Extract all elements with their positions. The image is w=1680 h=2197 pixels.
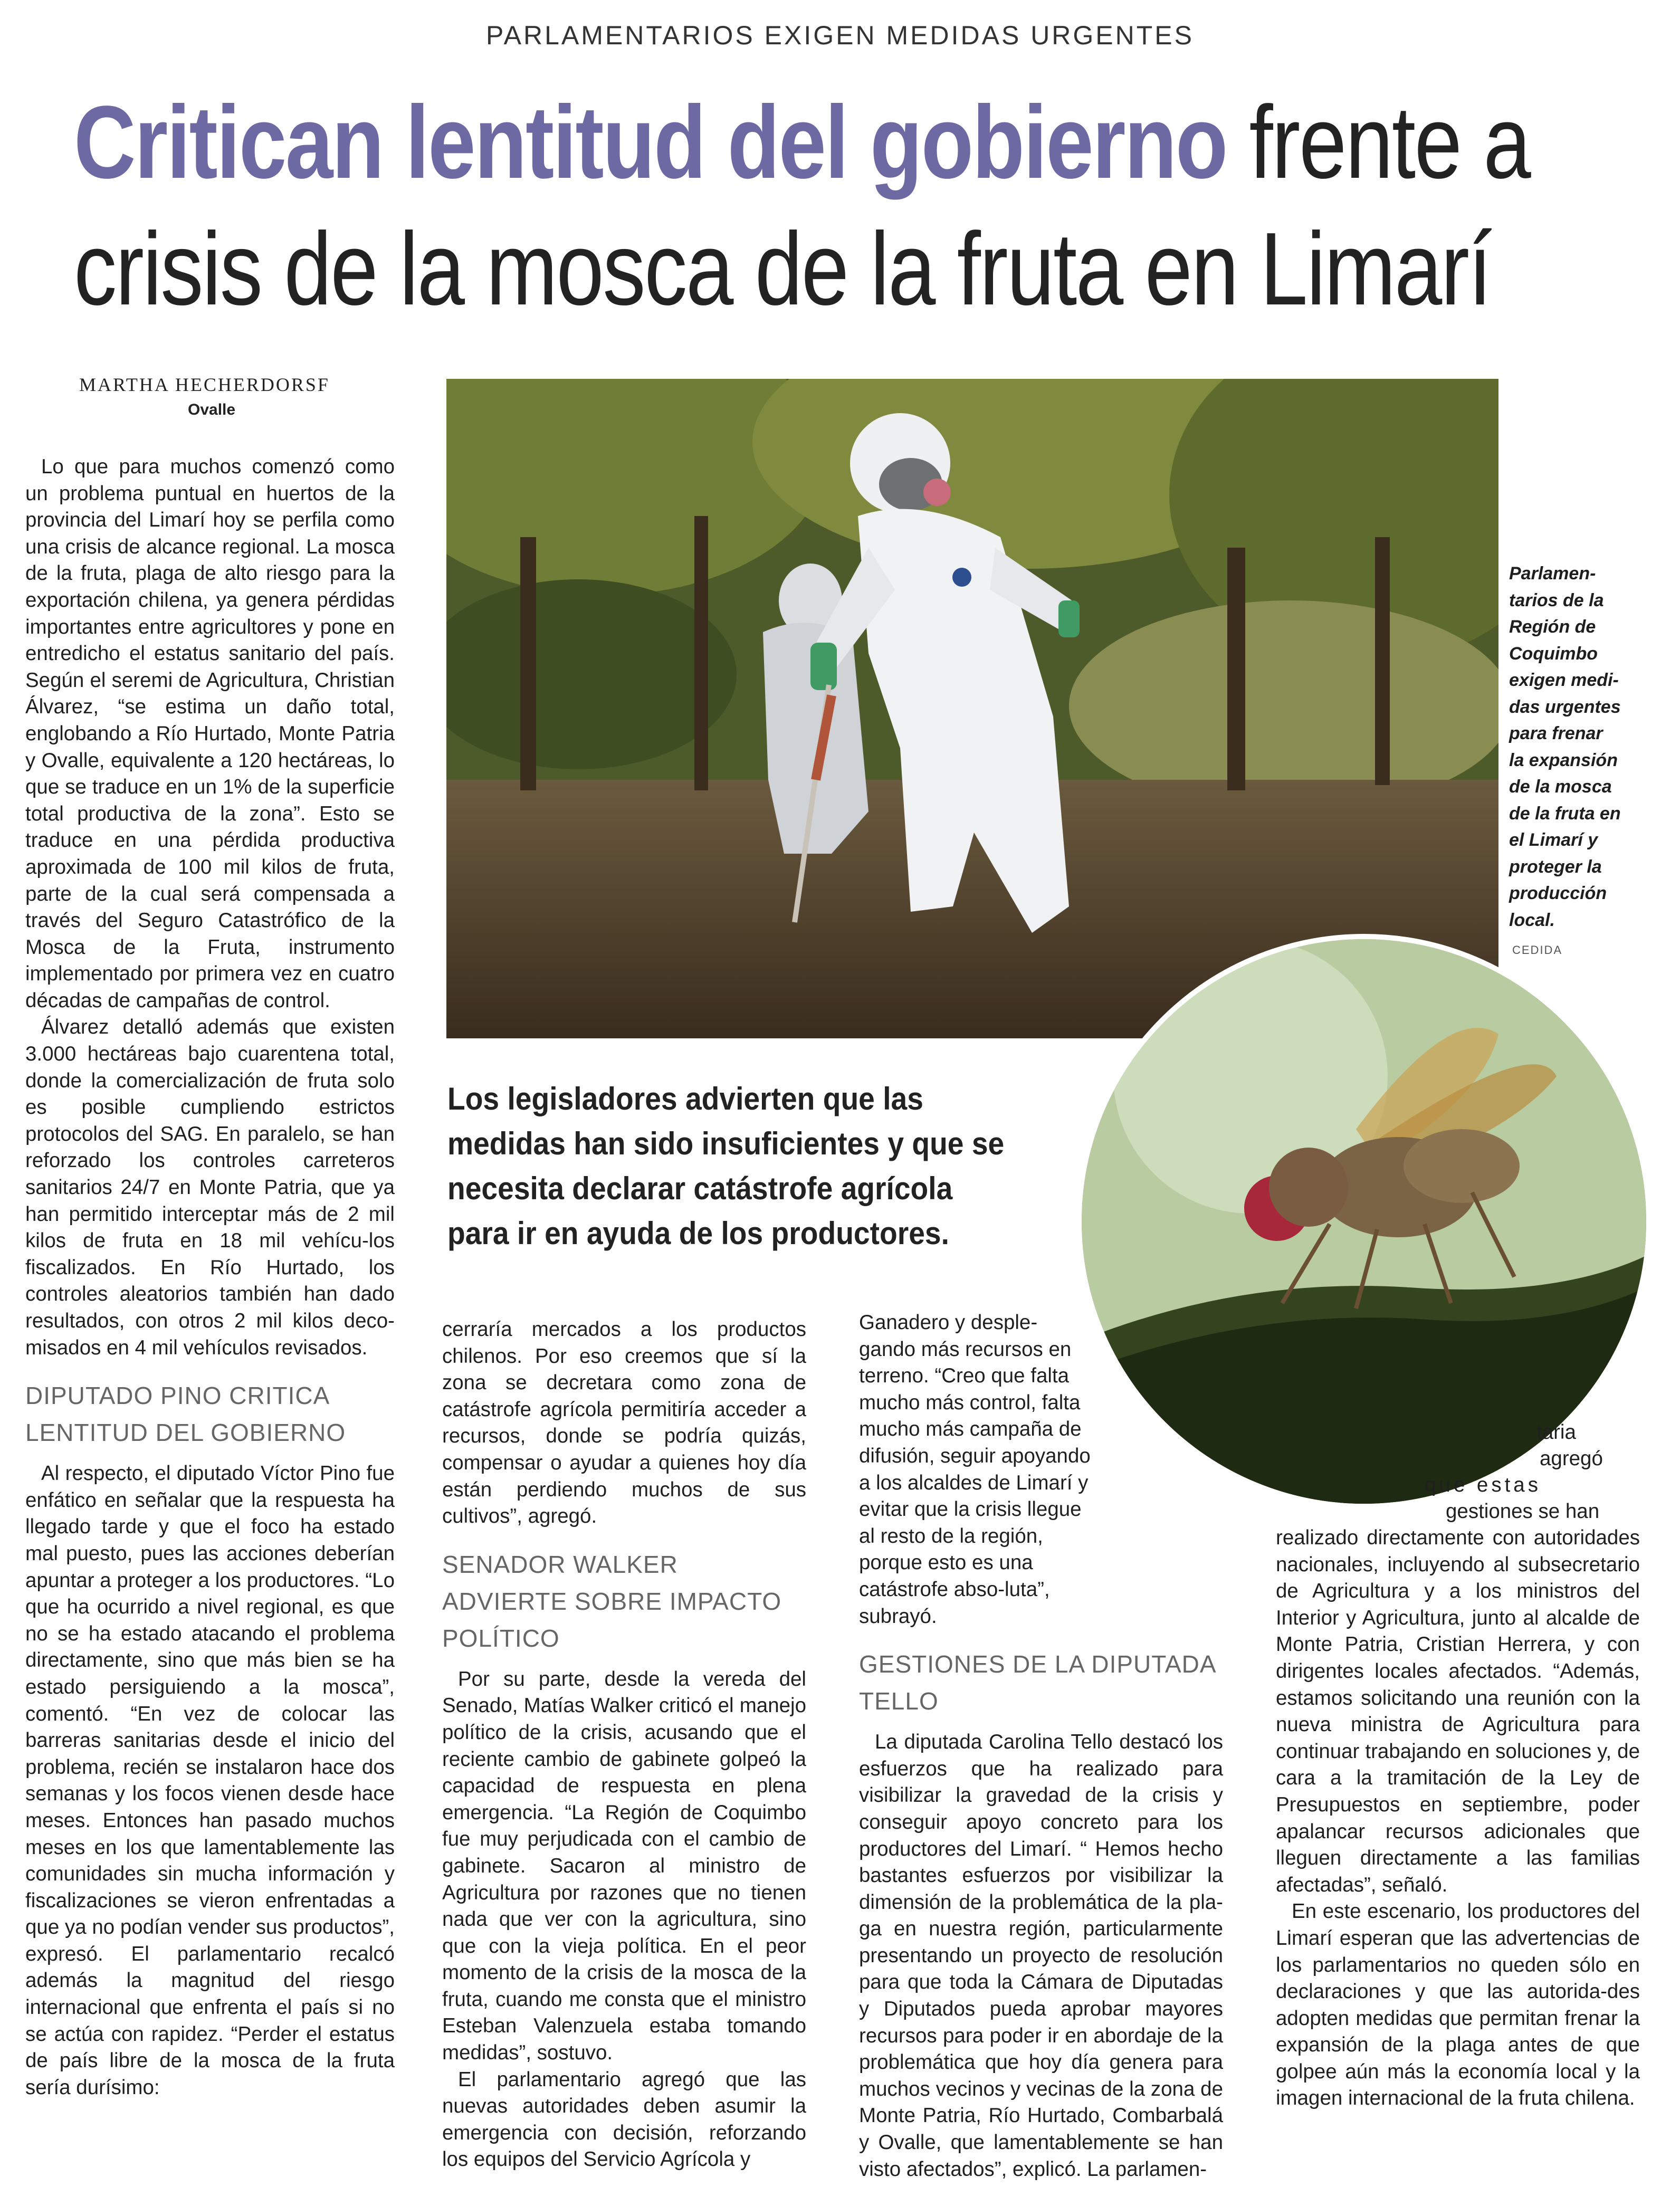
headline-line-1	[74, 79, 1530, 206]
byline: MARTHA HECHERDORSF	[79, 374, 330, 395]
section-subhead: DIPUTADO PINO CRITICA LENTITUD DEL GOBIERNO	[25, 1382, 346, 1447]
photo-credit: CEDIDA	[1512, 943, 1563, 957]
paragraph: Álvarez detalló además que existen 3.000 hectáreas bajo cuarentena total, donde la comercialización de fruta solo es posible cumpliendo estrictos protocolos del SAG. En paralelo, se han reforzado los controles carreteros sanitarios 24/7 en Monte Patria, que ya han permitido interceptar más de 2 mil kilos de fruta en 18 mil vehícu-los fiscalizados. En Río Hurtado, los controles aleatorios también han dado resultados, con otros 2 mil kilos deco-misados en 4 mil vehículos revisados.	[25, 1016, 395, 1359]
photo-caption: Parlamen-tarios de la Región de Coquimbo exigen medi-das urgentes para frenar la expansión de la mosca de la fruta en el Limarí y proteger la producción local.	[1509, 563, 1621, 930]
section-subhead: SENADOR WALKER ADVIERTE SOBRE IMPACTO POLÍTICO	[442, 1550, 782, 1652]
wrapped-line: taria	[1536, 1421, 1576, 1444]
paragraph: Lo que para muchos comenzó como un problema puntual en huertos de la provincia del Limarí hoy se perfila como una crisis de alcance regional. La mosca de la fruta, plaga de alto riesgo para la exportación chilena, ya genera pérdidas importantes entre agricultores y pone en entredicho el estatus sanitario del país. Según el seremi de Agricultura, Christian Álvarez, “se estima un daño total, englobando a Río Hurtado, Monte Patria y Ovalle, equivalente a 120 hectáreas, lo que se traduce en un 1% de la superficie total productiva de la zona”. Esto se traduce en una pérdida productiva aproximada de 100 mil kilos de fruta, parte de la cual será compensada a través del Seguro Catastrófico de la Mosca de la Fruta, instrumento implementado por primera vez en cuatro décadas de campañas de control.	[25, 455, 395, 1012]
paragraph: Por su parte, desde la vereda del Senado, Matías Walker criticó el manejo político de la crisis, acusando que el reciente cambio de gabinete golpeó la capacidad de respuesta en plena emergencia. “La Región de Coquimbo fue muy perjudicada con el cambio de gabinete. Sacaron al ministro de Agricultura por razones que no tienen nada que ver con la agricultura, sino que con la vieja política. En el peor momento de la crisis de la mosca de la fruta, cuando me consta que el ministro Esteban Valenzuela estaba tomando medidas”, sostuvo.	[442, 1667, 806, 2065]
paragraph: cerraría mercados a los productos chilenos. Por eso creemos que sí la zona se decretara como zona de catástrofe agrícola permitiría acceder a recursos, donde se podría quizás, compensar o ayudar a quienes hoy día están perdiendo muchos de sus cultivos”, agregó.	[442, 1318, 806, 1528]
paragraph: El parlamentario agregó que las nuevas autoridades deben asumir la emergencia con decisión, reforzando los equipos del Servicio Agrícola y	[442, 2068, 806, 2171]
wrapped-line: agregó	[1540, 1447, 1603, 1470]
pull-quote: Los legisladores advierten que las medidas han sido insuficientes y que se necesita declarar catástrofe agrícola para ir en ayuda de los productores.	[447, 1081, 1005, 1251]
kicker: PARLAMENTARIOS EXIGEN MEDIDAS URGENTES	[485, 21, 1194, 50]
headline-rest: frente a	[1226, 84, 1530, 200]
headline-highlight: Critican lentitud del gobierno	[74, 84, 1227, 200]
wrapped-line: gestiones se han	[1446, 1500, 1600, 1523]
article-column-1	[25, 454, 395, 2101]
section-subhead: GESTIONES DE LA DIPUTADA TELLO	[859, 1650, 1215, 1715]
article-column-3	[859, 1310, 1223, 2183]
paragraph: Al respecto, el diputado Víctor Pino fue enfático en señalar que la respuesta ha llegado tarde y que el foco ha estado mal puesto, pues las acciones deberían apuntar a proteger a los productores. “Lo que ha ocurrido a nivel regional, es que no se ha estado atacando el problema directamente, sino que más bien se ha estado persiguiendo a la mosca”, comentó. “En vez de colocar las barreras sanitarias desde el inicio del problema, recién se instalaron hace dos semanas y los focos vienen desde hace meses. Entonces han pasado muchos meses en los que lamentablemente las comunidades sin mucha información y fiscalizaciones se vieron enfrentadas a que ya no podían vender sus productos”, expresó. El parlamentario recalcó además la magnitud del riesgo internacional que enfrenta el país si no se actúa con rapidez. “Perder el estatus de país libre de la mosca de la fruta sería durísimo:	[25, 1462, 395, 2099]
headline-line-2: crisis de la mosca de la fruta en Limarí	[74, 211, 1491, 327]
paragraph: La diputada Carolina Tello destacó los esfuerzos que ha realizado para visibilizar la gravedad de la crisis y conseguir apoyo concreto para los productores del Limarí. “ Hemos hecho bastantes esfuerzos por visibilizar la dimensión de la problemática de la pla-ga en nuestra región, particularmente presentando un proyecto de resolución para que toda la Cámara de Diputadas y Diputados pueda aprobar mayores recursos para poder ir en abordaje de la problemática que hoy día genera para muchos vecinos y vecinas de la zona de Monte Patria, Río Hurtado, Combarbalá y Ovalle, que lamentablemente se han visto afectados”, explicó. La parlamen-	[859, 1731, 1223, 2181]
dateline-place: Ovalle	[188, 401, 236, 418]
article-column-4	[1276, 1525, 1640, 2112]
article-column-2	[442, 1316, 806, 2173]
paragraph: realizado directamente con autoridades nacionales, incluyendo al subsecretario de Agricultura y a los ministros del Interior y Agricultura, junto al alcalde de Monte Patria, Cristian Herrera, y con dirigentes locales afectados. “Además, estamos solicitando una reunión con la nueva ministra de Agricultura para continuar trabajando en soluciones y, de cara a la tramitación de la Ley de Presupuestos en septiembre, poder apalancar recursos adicionales que lleguen directamente a las familias afectadas”, señaló.	[1276, 1526, 1640, 1896]
headline	[74, 79, 1530, 332]
wrapped-line: que estas	[1425, 1474, 1541, 1496]
paragraph: En este escenario, los productores del Limarí esperan que las advertencias de los parlamentarios no queden sólo en declaraciones y que las autorida-des adopten medidas que permitan frenar la expansión de la plaga antes de que golpee aún más la economía local y la imagen internacional de la fruta chilena.	[1276, 1900, 1640, 2110]
paragraph: Ganadero y desple-gando más recursos en terreno. “Creo que falta mucho más control, falta mucho más campaña de difusión, seguir apoyando a los alcaldes de Limarí y evitar que la crisis llegue al resto de la región, porque esto es una catástrofe abso-luta”, subrayó.	[859, 1311, 1091, 1628]
